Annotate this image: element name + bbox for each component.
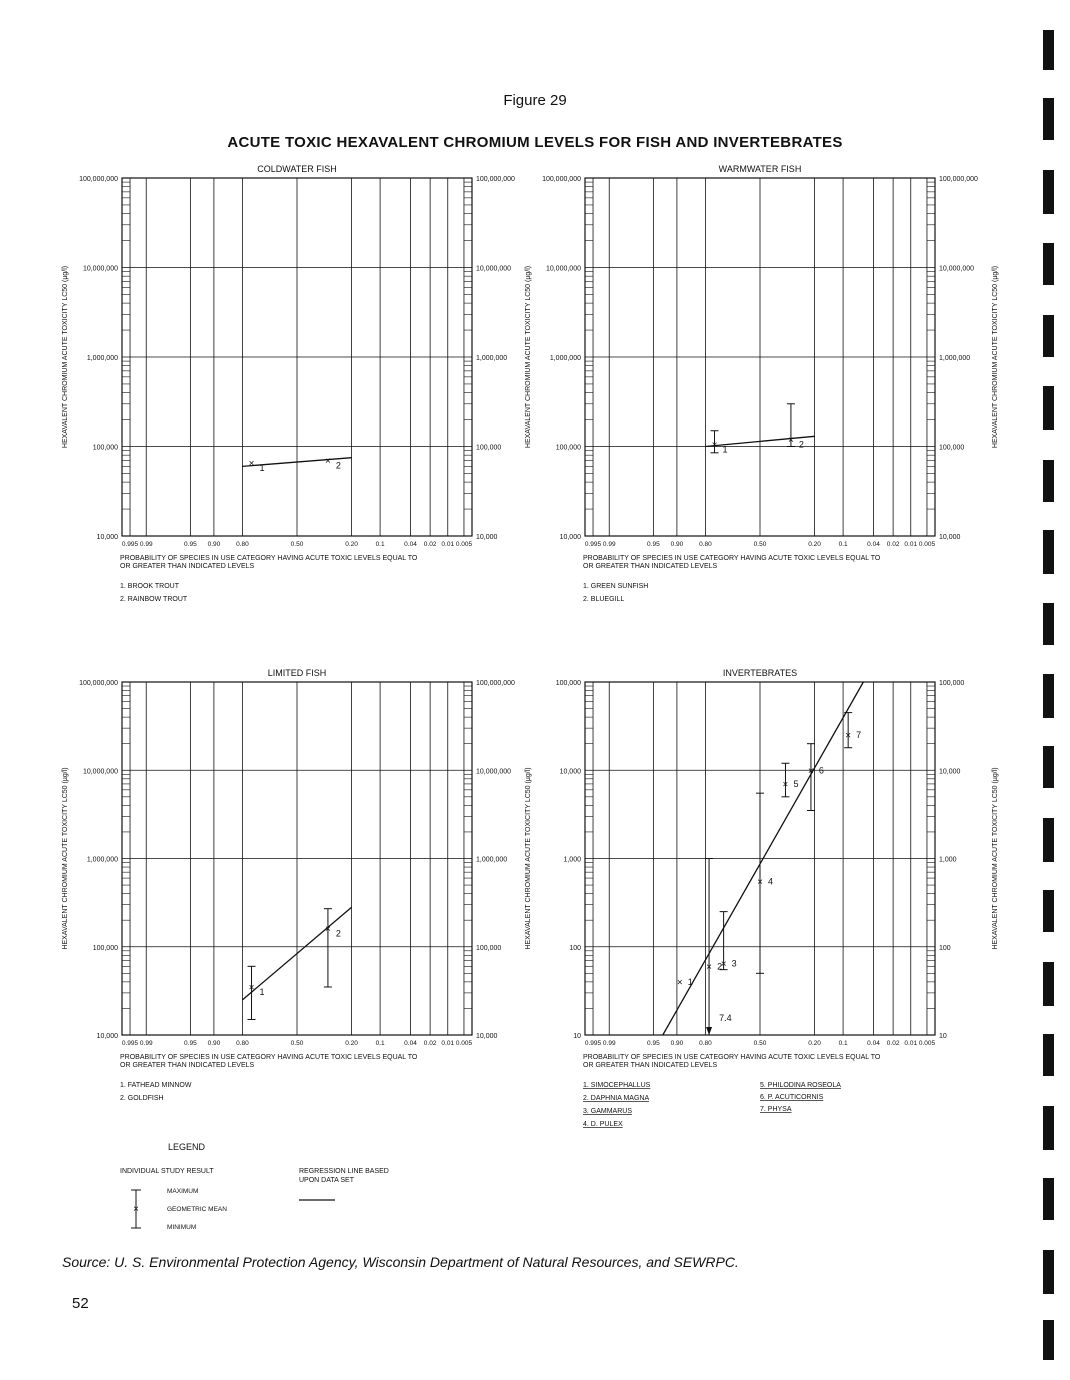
y-tick-label: 10,000,000: [82, 265, 118, 273]
y-axis-title-right: HEXAVALENT CHROMIUM ACUTE TOXICITY LC50 (µg/l): [992, 265, 999, 449]
x-tick-label: 0.04: [404, 1040, 417, 1047]
x-tick-label: 0.1: [375, 541, 385, 548]
figure-label: Figure 29: [503, 92, 567, 109]
y-axis-title: HEXAVALENT CHROMIUM ACUTE TOXICITY LC50 (µg/l): [525, 265, 532, 449]
scan-edge-mark: [1043, 1250, 1054, 1294]
data-point-label: 4: [768, 876, 774, 887]
x-tick-label: 0.02: [886, 541, 900, 548]
x-tick-label: 0.80: [699, 1040, 712, 1047]
data-point-marker: ×: [325, 455, 331, 467]
y-tick-label-right: 10: [939, 1033, 947, 1040]
legend-minimum-label: MINIMUM: [167, 1224, 197, 1231]
x-tick-label: 0.005: [455, 541, 473, 548]
scan-edge-mark: [1043, 1034, 1054, 1076]
data-point-label: 2: [335, 928, 341, 939]
data-point-label: 2: [717, 961, 723, 972]
data-point-label: 7: [856, 730, 862, 741]
scan-edge-mark: [1043, 818, 1054, 862]
data-point-label: 6: [818, 765, 824, 776]
x-tick-label: 0.995: [584, 541, 602, 548]
scan-edge-mark: [1043, 30, 1054, 70]
y-tick-label-right: 100,000: [939, 680, 965, 687]
y-tick-label: 100,000: [555, 680, 581, 687]
min-arrowhead: [706, 1027, 712, 1035]
scan-edge-mark: [1043, 746, 1054, 788]
x-axis-title: PROBABILITY OF SPECIES IN USE CATEGORY HAVING ACUTE TOXIC LEVELS EQUAL TO: [120, 1054, 418, 1061]
x-tick-label: 0.01: [441, 1040, 455, 1047]
y-tick-label-right: 100: [939, 944, 951, 952]
legend-geomean-label: GEOMETRIC MEAN: [167, 1206, 227, 1213]
x-tick-label: 0.99: [139, 1040, 153, 1047]
page-number: 52: [72, 1295, 89, 1312]
y-axis-title: HEXAVALENT CHROMIUM ACUTE TOXICITY LC50 (µg/l): [525, 767, 532, 950]
x-tick-label: 0.95: [184, 541, 197, 548]
species-legend-entry: 3. GAMMARUS: [583, 1108, 633, 1115]
data-point-label: 3: [731, 958, 737, 969]
legend-maximum-label: MAXIMUM: [167, 1188, 199, 1195]
panel-title: COLDWATER FISH: [257, 164, 337, 174]
y-axis-title: HEXAVALENT CHROMIUM ACUTE TOXICITY LC50 (µg/l): [62, 265, 69, 449]
species-legend-entry: 7. PHYSA: [760, 1106, 792, 1113]
y-tick-label-right: 1,000,000: [939, 355, 971, 362]
x-tick-label: 0.995: [584, 1040, 602, 1047]
species-legend-entry: 2. DAPHNIA MAGNA: [583, 1095, 650, 1102]
data-point-marker: ×: [788, 434, 794, 446]
data-point-marker: ×: [248, 458, 255, 470]
legend-regression-label: REGRESSION LINE BASED: [299, 1168, 389, 1175]
x-tick-label: 0.20: [345, 1040, 358, 1047]
y-tick-label: 100,000: [555, 444, 581, 452]
data-point-label: 5: [793, 778, 799, 789]
x-tick-label: 0.1: [838, 1040, 848, 1047]
data-point-marker: ×: [782, 779, 789, 791]
y-tick-label: 100,000,000: [79, 680, 118, 687]
data-point-label: 1: [259, 986, 265, 997]
y-tick-label: 100,000: [92, 944, 118, 952]
scan-edge-mark: [1043, 170, 1054, 214]
x-tick-label: 0.02: [423, 541, 437, 548]
scan-edge-mark: [1043, 1320, 1054, 1360]
y-tick-label-right: 100,000,000: [939, 176, 978, 183]
species-legend-entry: 1. SIMOCEPHALLUS: [583, 1082, 651, 1089]
species-legend-entry: 1. FATHEAD MINNOW: [120, 1082, 192, 1089]
x-tick-label: 0.20: [808, 1040, 821, 1047]
x-axis-title: PROBABILITY OF SPECIES IN USE CATEGORY HAVING ACUTE TOXIC LEVELS EQUAL TO: [583, 1054, 881, 1061]
species-legend-entry: 6. P. ACUTICORNIS: [760, 1094, 824, 1101]
y-tick-label: 10,000: [96, 534, 118, 541]
x-tick-label: 0.20: [808, 541, 821, 548]
scan-edge-mark: [1043, 315, 1054, 357]
x-tick-label: 0.04: [867, 541, 880, 548]
scan-edge-mark: [1043, 1178, 1054, 1220]
y-tick-label-right: 10,000: [939, 534, 961, 541]
data-point-marker: ×: [248, 982, 255, 994]
x-tick-label: 0.95: [647, 541, 660, 548]
y-tick-label-right: 1,000,000: [476, 856, 508, 864]
data-point-marker: ×: [676, 977, 683, 989]
y-tick-label-right: 10,000: [476, 1033, 498, 1040]
species-legend-entry: 2. RAINBOW TROUT: [120, 596, 188, 603]
x-tick-label: 0.005: [918, 1040, 936, 1047]
x-tick-label: 0.99: [602, 1040, 616, 1047]
data-point-label: 1: [259, 463, 265, 474]
y-tick-label: 10,000,000: [82, 768, 118, 776]
panel-title: INVERTEBRATES: [722, 668, 798, 678]
data-point-marker: ×: [757, 876, 763, 888]
data-point-label: 1: [722, 444, 728, 455]
x-tick-label: 0.02: [886, 1040, 900, 1047]
y-tick-label: 10,000,000: [545, 265, 581, 273]
x-tick-label: 0.1: [375, 1040, 385, 1047]
y-axis-title: HEXAVALENT CHROMIUM ACUTE TOXICITY LC50 (µg/l): [62, 767, 69, 950]
y-tick-label-right: 100,000: [939, 444, 965, 452]
y-tick-label: 100,000,000: [79, 176, 118, 183]
x-tick-label: 0.04: [867, 1040, 880, 1047]
x-tick-label: 0.50: [753, 541, 767, 548]
x-tick-label: 0.005: [455, 1040, 473, 1047]
scan-edge-mark: [1043, 530, 1054, 574]
legend-individual-label: INDIVIDUAL STUDY RESULT: [120, 1168, 214, 1175]
data-point-label: 2: [335, 460, 341, 471]
y-tick-label-right: 1,000: [939, 856, 957, 864]
x-tick-label: 0.01: [441, 541, 455, 548]
x-tick-label: 0.01: [904, 541, 918, 548]
scan-edge-mark: [1043, 890, 1054, 932]
x-tick-label: 0.04: [404, 541, 417, 548]
data-point-label: 1: [687, 976, 693, 987]
legend-sample-marker: ×: [133, 1204, 139, 1215]
x-axis-title: PROBABILITY OF SPECIES IN USE CATEGORY HAVING ACUTE TOXIC LEVELS EQUAL TO: [120, 555, 418, 562]
panel-title: WARMWATER FISH: [718, 164, 802, 174]
scan-edge-mark: [1043, 1106, 1054, 1150]
x-tick-label: 0.005: [918, 541, 936, 548]
figure-title: ACUTE TOXIC HEXAVALENT CHROMIUM LEVELS FOR FISH AND INVERTEBRATES: [227, 134, 843, 151]
x-tick-label: 0.20: [345, 541, 358, 548]
y-axis-title-right: HEXAVALENT CHROMIUM ACUTE TOXICITY LC50 (µg/l): [992, 767, 999, 950]
x-tick-label: 0.95: [184, 1040, 197, 1047]
x-tick-label: 0.02: [423, 1040, 437, 1047]
y-tick-label: 100,000,000: [542, 176, 581, 183]
data-point-marker: ×: [845, 730, 852, 742]
scan-edge-mark: [1043, 460, 1054, 502]
x-tick-label: 0.90: [670, 541, 684, 548]
x-tick-label: 0.99: [139, 541, 153, 548]
x-axis-title: OR GREATER THAN INDICATED LEVELS: [583, 563, 718, 570]
x-tick-label: 0.50: [290, 541, 304, 548]
y-tick-label: 1,000,000: [86, 856, 118, 864]
x-tick-label: 0.50: [290, 1040, 304, 1047]
legend-regression-label: UPON DATA SET: [299, 1177, 354, 1184]
x-tick-label: 0.995: [121, 541, 139, 548]
x-axis-title: OR GREATER THAN INDICATED LEVELS: [583, 1062, 718, 1069]
scan-edge-mark: [1043, 962, 1054, 1006]
scan-edge-mark: [1043, 98, 1054, 140]
y-tick-label-right: 100,000: [476, 944, 502, 952]
x-tick-label: 0.90: [207, 541, 221, 548]
scan-edge-mark: [1043, 674, 1054, 718]
x-tick-label: 0.80: [236, 1040, 249, 1047]
data-point-marker: ×: [720, 958, 727, 970]
x-tick-label: 0.80: [236, 541, 249, 548]
y-tick-label: 100,000: [92, 444, 118, 452]
species-legend-entry: 1. GREEN SUNFISH: [583, 583, 649, 590]
y-tick-label-right: 10,000,000: [476, 265, 512, 273]
y-tick-label-right: 100,000,000: [476, 176, 515, 183]
y-tick-label-right: 100,000: [476, 444, 502, 452]
y-tick-label: 1,000,000: [86, 355, 118, 362]
species-legend-entry: 5. PHILODINA ROSEOLA: [760, 1082, 841, 1089]
y-tick-label: 10: [573, 1033, 581, 1040]
x-tick-label: 0.01: [904, 1040, 918, 1047]
legend-title: LEGEND: [168, 1142, 206, 1152]
min-value-label: 7.4: [719, 1013, 732, 1023]
scan-edge-mark: [1043, 386, 1054, 430]
data-point-marker: ×: [325, 924, 331, 936]
x-axis-title: OR GREATER THAN INDICATED LEVELS: [120, 1062, 255, 1069]
panel-title: LIMITED FISH: [267, 668, 327, 678]
x-tick-label: 0.1: [838, 541, 848, 548]
y-tick-label: 1,000,000: [549, 355, 581, 362]
x-tick-label: 0.80: [699, 541, 712, 548]
y-tick-label: 1,000: [563, 856, 581, 864]
data-point-marker: ×: [808, 765, 814, 777]
y-tick-label-right: 100,000,000: [476, 680, 515, 687]
x-tick-label: 0.90: [670, 1040, 684, 1047]
y-tick-label: 10,000: [559, 768, 581, 776]
scan-edge-mark: [1043, 243, 1054, 285]
x-tick-label: 0.95: [647, 1040, 660, 1047]
x-tick-label: 0.99: [602, 541, 616, 548]
species-legend-entry: 4. D. PULEX: [583, 1121, 623, 1128]
y-tick-label-right: 1,000,000: [476, 355, 508, 362]
species-legend-entry: 2. BLUEGILL: [583, 596, 625, 603]
source-note: Source: U. S. Environmental Protection Agency, Wisconsin Department of Natural Resources, and SEWRPC.: [62, 1254, 739, 1270]
x-tick-label: 0.995: [121, 1040, 139, 1047]
y-tick-label: 10,000: [96, 1033, 118, 1040]
y-tick-label: 10,000: [559, 534, 581, 541]
scan-edge-mark: [1043, 603, 1054, 645]
data-point-marker: ×: [711, 440, 718, 452]
y-tick-label-right: 10,000,000: [476, 768, 512, 776]
y-tick-label-right: 10,000: [476, 534, 498, 541]
data-point-marker: ×: [706, 961, 712, 973]
y-tick-label-right: 10,000: [939, 768, 961, 776]
species-legend-entry: 2. GOLDFISH: [120, 1095, 164, 1102]
species-legend-entry: 1. BROOK TROUT: [120, 583, 179, 590]
x-axis-title: OR GREATER THAN INDICATED LEVELS: [120, 563, 255, 570]
x-axis-title: PROBABILITY OF SPECIES IN USE CATEGORY HAVING ACUTE TOXIC LEVELS EQUAL TO: [583, 555, 881, 562]
y-tick-label: 100: [569, 944, 581, 952]
x-tick-label: 0.50: [753, 1040, 767, 1047]
y-tick-label-right: 10,000,000: [939, 265, 975, 273]
data-point-label: 2: [798, 439, 804, 450]
x-tick-label: 0.90: [207, 1040, 221, 1047]
